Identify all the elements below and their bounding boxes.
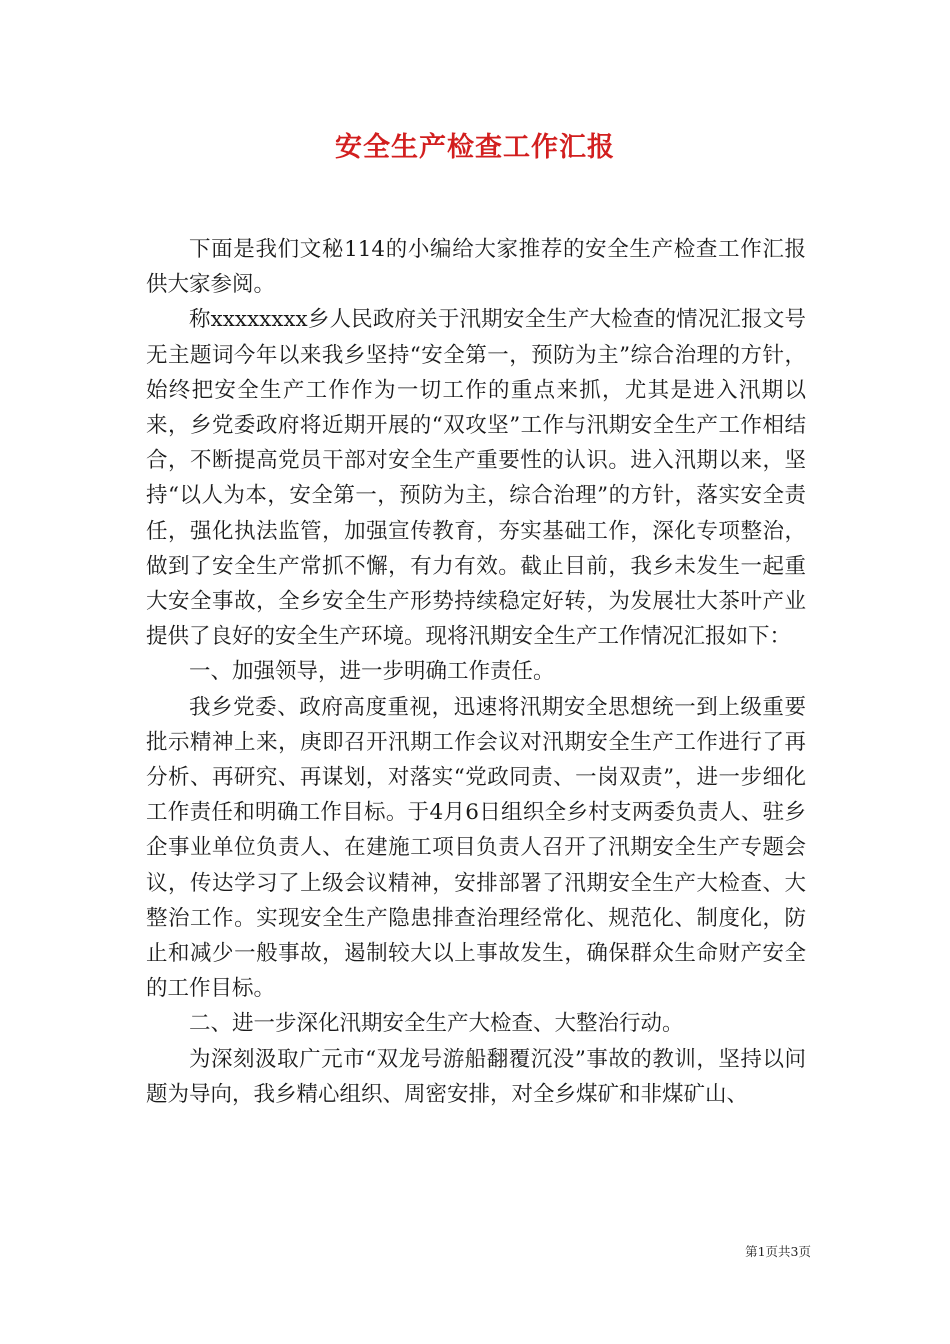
section-heading-1: 一、加强领导，进一步明确工作责任。 <box>189 659 555 685</box>
document-body <box>146 232 806 1112</box>
section-heading-2: 二、进一步深化汛期安全生产大检查、大整治行动。 <box>189 1011 684 1037</box>
report-paragraph: 称xxxxxxxx乡人民政府关于汛期安全生产大检查的情况汇报文号无主题词今年以来我乡坚持“安全第一，预防为主”综合治理的方针，始终把安全生产工作作为一切工作的重点来抓，尤其是进入汛期以来，乡党委政府将近期开展的“双攻坚”工作与汛期安全生产工作相结合，不断提高党员干部对安全生产重要性的认识。进入汛期以来，坚持“以人为本，安全第一，预防为主，综合治理”的方针，落实安全责任，强化执法监管，加强宣传教育，夯实基础工作，深化专项整治，做到了安全生产常抓不懈，有力有效。截止目前，我乡未发生一起重大安全事故，全乡安全生产形势持续稳定好转，为发展壮大茶叶产业提供了良好的安全生产环境。现将汛期安全生产工作情况汇报如下： <box>146 307 806 650</box>
document-title: 安全生产检查工作汇报 <box>335 132 615 163</box>
section-paragraph-1: 我乡党委、政府高度重视，迅速将汛期安全思想统一到上级重要批示精神上来，庚即召开汛期工作会议对汛期安全生产工作进行了再分析、再研究、再谋划，对落实“党政同责、一岗双责”，进一步细化工作责任和明确工作目标。于4月6日组织全乡村支两委负责人、驻乡企事业单位负责人、在建施工项目负责人召开了汛期安全生产专题会议，传达学习了上级会议精神，安排部署了汛期安全生产大检查、大整治工作。实现安全生产隐患排查治理经常化、规范化、制度化，防止和减少一般事故，遏制较大以上事故发生，确保群众生命财产安全的工作目标。 <box>146 694 806 1002</box>
page-number-footer: 第1页共3页 <box>745 1244 811 1259</box>
intro-paragraph: 下面是我们文秘114的小编给大家推荐的安全生产检查工作汇报供大家参阅。 <box>146 237 806 298</box>
section-paragraph-2: 为深刻汲取广元市“双龙号游船翻覆沉没”事故的教训，坚持以问题为导向，我乡精心组织、周密安排，对全乡煤矿和非煤矿山、 <box>146 1046 806 1107</box>
